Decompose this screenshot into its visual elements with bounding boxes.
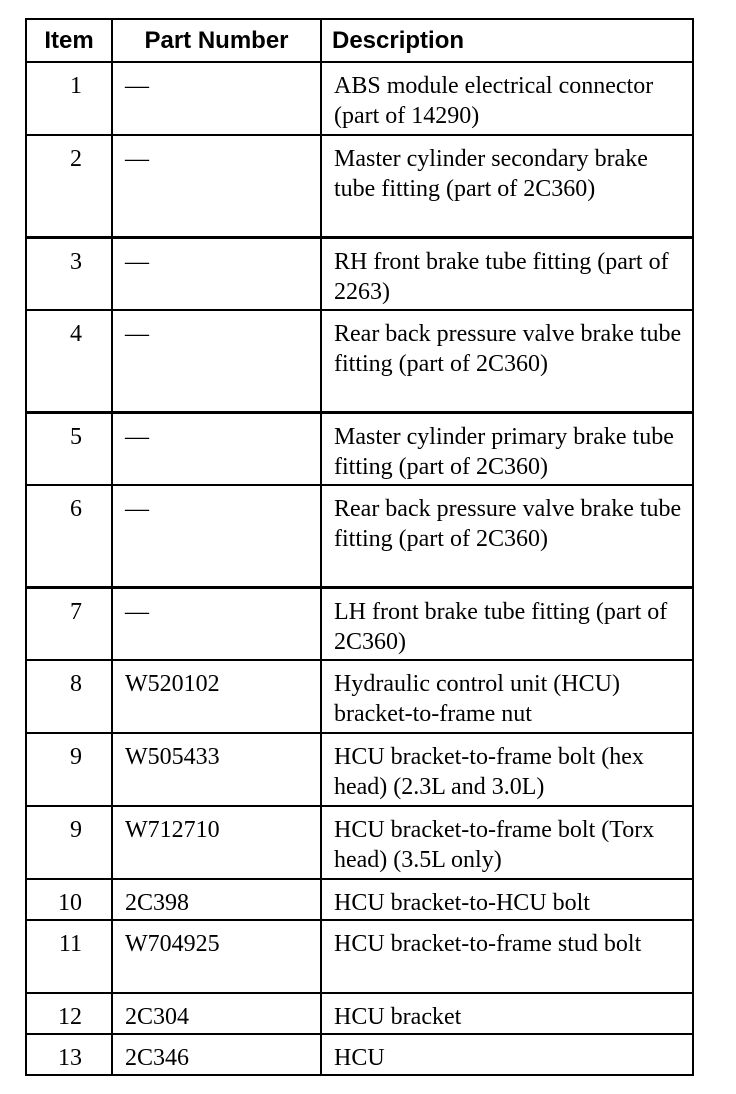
description-cell: Rear back pressure valve brake tube fitting (part of 2C360)	[321, 485, 693, 587]
part-number-cell: —	[112, 237, 321, 310]
description-cell: HCU bracket-to-HCU bolt	[321, 879, 693, 920]
description-cell: HCU bracket-to-frame bolt (Torx head) (3.5L only)	[321, 806, 693, 879]
part-number-cell: —	[112, 587, 321, 660]
table-row	[26, 587, 693, 660]
part-number-cell: W704925	[112, 920, 321, 993]
item-cell: 1	[26, 62, 112, 135]
item-cell: 2	[26, 135, 112, 237]
description-cell: HCU bracket	[321, 993, 693, 1034]
table-row	[26, 237, 693, 310]
table-row	[26, 733, 693, 806]
table-row	[26, 485, 693, 587]
item-cell: 11	[26, 920, 112, 993]
part-number-cell: W520102	[112, 660, 321, 733]
part-number-cell: —	[112, 62, 321, 135]
table-row	[26, 920, 693, 993]
part-number-cell: 2C398	[112, 879, 321, 920]
table-row	[26, 1034, 693, 1075]
table-row	[26, 879, 693, 920]
header-part-number: Part Number	[112, 19, 321, 62]
parts-table	[25, 18, 694, 1076]
table-row	[26, 62, 693, 135]
description-cell: HCU	[321, 1034, 693, 1075]
item-cell: 8	[26, 660, 112, 733]
part-number-cell: W505433	[112, 733, 321, 806]
table-row	[26, 806, 693, 879]
item-cell: 6	[26, 485, 112, 587]
description-cell: HCU bracket-to-frame bolt (hex head) (2.3L and 3.0L)	[321, 733, 693, 806]
item-cell: 10	[26, 879, 112, 920]
part-number-cell: —	[112, 412, 321, 485]
description-cell: Master cylinder secondary brake tube fitting (part of 2C360)	[321, 135, 693, 237]
part-number-cell: —	[112, 135, 321, 237]
header-row	[26, 19, 693, 62]
table-row	[26, 993, 693, 1034]
header-description: Description	[321, 19, 693, 62]
table-row	[26, 310, 693, 412]
item-cell: 9	[26, 806, 112, 879]
item-cell: 5	[26, 412, 112, 485]
description-cell: HCU bracket-to-frame stud bolt	[321, 920, 693, 993]
description-cell: Master cylinder primary brake tube fitting (part of 2C360)	[321, 412, 693, 485]
header-item: Item	[26, 19, 112, 62]
item-cell: 4	[26, 310, 112, 412]
table-row	[26, 135, 693, 237]
part-number-cell: —	[112, 485, 321, 587]
item-cell: 3	[26, 237, 112, 310]
item-cell: 12	[26, 993, 112, 1034]
description-cell: ABS module electrical connector (part of 14290)	[321, 62, 693, 135]
part-number-cell: 2C304	[112, 993, 321, 1034]
table-row	[26, 412, 693, 485]
part-number-cell: W712710	[112, 806, 321, 879]
description-cell: RH front brake tube fitting (part of 2263)	[321, 237, 693, 310]
item-cell: 9	[26, 733, 112, 806]
part-number-cell: 2C346	[112, 1034, 321, 1075]
table-row	[26, 660, 693, 733]
description-cell: Rear back pressure valve brake tube fitting (part of 2C360)	[321, 310, 693, 412]
item-cell: 7	[26, 587, 112, 660]
part-number-cell: —	[112, 310, 321, 412]
item-cell: 13	[26, 1034, 112, 1075]
description-cell: Hydraulic control unit (HCU) bracket-to-frame nut	[321, 660, 693, 733]
description-cell: LH front brake tube fitting (part of 2C360)	[321, 587, 693, 660]
